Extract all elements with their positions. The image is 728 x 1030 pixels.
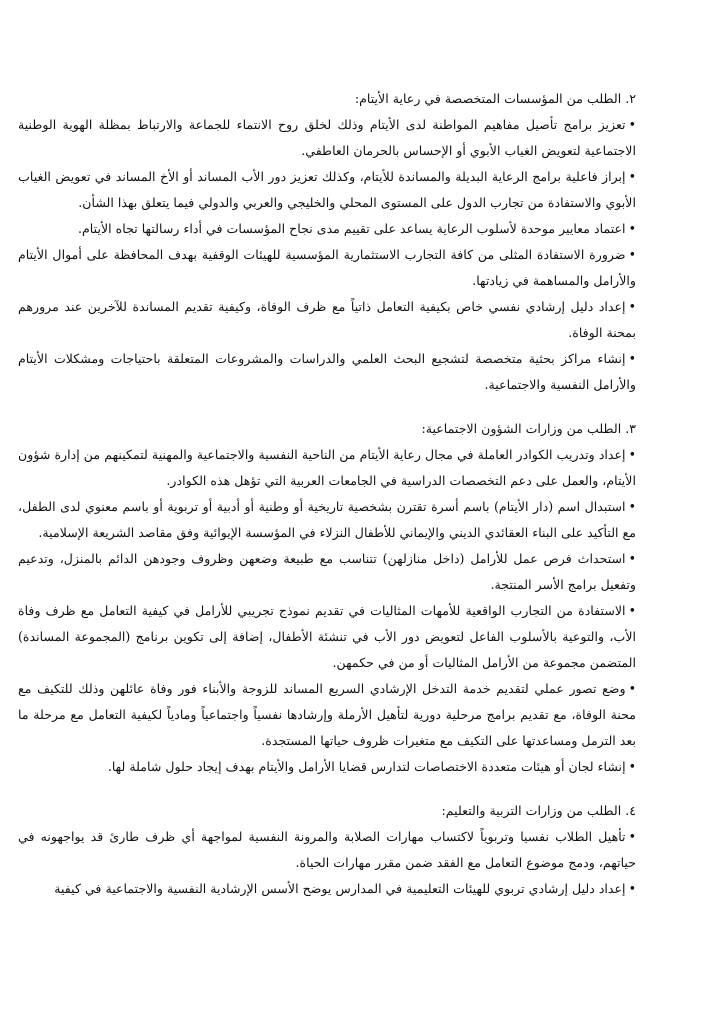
bullet-icon: • xyxy=(628,681,636,696)
bullet-item xyxy=(18,546,636,598)
section-heading: ٢. الطلب من المؤسسات المتخصصة في رعاية الأيتام: xyxy=(354,91,636,106)
bullet-text: اعتماد معايير موحدة لأسلوب الرعاية يساعد على تقييم مدى نجاح المؤسسات في أداء رسالتها تجاه الأيتام. xyxy=(78,221,626,236)
bullet-text: إنشاء لجان أو هيئات متعددة الاختصاصات لتدارس قضايا الأرامل والأيتام بهدف إيجاد حلول شاملة لها. xyxy=(107,759,626,774)
bullet-text: إعداد دليل إرشادي تربوي للهيئات التعليمية في المدارس يوضح الأسس الإرشادية النفسية والاجتماعية في كيفية xyxy=(54,881,626,896)
section-heading: ٤. الطلب من وزارات التربية والتعليم: xyxy=(441,803,636,818)
bullet-icon: • xyxy=(628,221,636,236)
bullet-text: ضرورة الاستفادة المثلى من كافة التجارب الاستثمارية المؤسسية للهيئات الوقفية بهدف المحافظة على أموال الأيتام والأرامل والمساهمة في زيادتها. xyxy=(18,247,636,288)
bullet-icon: • xyxy=(628,117,636,132)
bullet-item xyxy=(18,112,636,164)
bullet-item xyxy=(18,164,636,216)
bullet-icon: • xyxy=(628,551,636,566)
bullet-item xyxy=(18,242,636,294)
bullet-text: وضع تصور عملي لتقديم خدمة التدخل الإرشادي السريع المساند للزوجة والأبناء فور وفاة عائلهن وذلك للتكيف مع محنة الوفاة، مع تقديم برامج مرحلية دورية لتأهيل الأرملة وإرشادها نفسياً واجتماعياً ومادياً لكيفية التعامل مع مرحلة ما بعد الترمل ومساعدتها على التكيف مع متغيرات ظروف حياتها المستجدة. xyxy=(18,681,636,748)
bullet-icon: • xyxy=(628,299,636,314)
bullet-item xyxy=(18,876,636,902)
document-page xyxy=(18,86,636,920)
bullet-item xyxy=(18,294,636,346)
bullet-item xyxy=(18,442,636,494)
bullet-item xyxy=(18,494,636,546)
bullet-item xyxy=(18,676,636,754)
section-education xyxy=(18,798,636,902)
bullet-text: استبدال اسم (دار الأيتام) باسم أسرة تقترن بشخصية تاريخية أو وطنية أو أدبية أو تربوية أو باسم معنوي لدى الطفل، مع التأكيد على البناء العقائدي الديني والإيماني للأطفال النزلاء في المؤسسة الإيوائية وفق مقاصد الشريعة الإسلامية. xyxy=(18,499,636,540)
bullet-icon: • xyxy=(628,881,636,896)
bullet-text: تعزيز برامج تأصيل مفاهيم المواطنة لدى الأيتام وذلك لخلق روح الانتماء للجماعة والارتباط بمظلة الهوية الوطنية الاجتماعية لتعويض الغياب الأبوي أو الإحساس بالحرمان العاطفي. xyxy=(18,117,636,158)
bullet-text: الاستفادة من التجارب الواقعية للأمهات المثاليات في تقديم نموذج تجريبي للأرامل في كيفية التعامل مع ظرف وفاة الأب، والتوعية بالأسلوب الفاعل لتعويض دور الأب في تنشئة الأطفال، إضافة إلى تكوين برنامج (المجموعة المساندة) المتضمن مجموعة من الأرامل المثاليات أو من في حكمهن. xyxy=(18,603,636,670)
bullet-icon: • xyxy=(628,247,636,262)
section-heading: ٣. الطلب من وزارات الشؤون الاجتماعية: xyxy=(421,421,636,436)
bullet-text: إبراز فاعلية برامج الرعاية البديلة والمساندة للأيتام، وكذلك تعزيز دور الأب المساند أو الأخ المساند في تعويض الغياب الأبوي والاستفادة من تجارب الدول على المستوى المحلي والخليجي والعربي والدولي فيما يتعلق بهذا الشأن. xyxy=(18,169,636,210)
bullet-item xyxy=(18,824,636,876)
bullet-text: إعداد وتدريب الكوادر العاملة في مجال رعاية الأيتام من الناحية النفسية والاجتماعية والمهنية لتمكينهم من إدارة شؤون الأيتام، والعمل على دعم التخصصات الدراسية في الجامعات العربية التي تؤهل هذه الكوادر. xyxy=(18,447,636,488)
bullet-icon: • xyxy=(628,169,636,184)
bullet-item xyxy=(18,346,636,398)
bullet-icon: • xyxy=(628,447,636,462)
bullet-icon: • xyxy=(628,499,636,514)
bullet-icon: • xyxy=(628,603,636,618)
bullet-item xyxy=(18,216,636,242)
section-institutions xyxy=(18,86,636,398)
bullet-text: إعداد دليل إرشادي نفسي خاص بكيفية التعامل ذاتياً مع ظرف الوفاة، وكيفية تقديم المساندة للآخرين عند مرورهم بمحنة الوفاة. xyxy=(18,299,636,340)
bullet-text: استحداث فرص عمل للأرامل (داخل منازلهن) تتناسب مع طبيعة وضعهن وظروف وجودهن الدائم بالمنزل، وتدعيم وتفعيل برامج الأسر المنتجة. xyxy=(18,551,636,592)
bullet-icon: • xyxy=(628,351,636,366)
section-social-affairs xyxy=(18,416,636,780)
bullet-icon: • xyxy=(628,759,636,774)
bullet-text: تأهيل الطلاب نفسيا وتربوياً لاكتساب مهارات الصلابة والمرونة النفسية لمواجهة أي ظرف طارئ قد يواجهونه في حياتهم، ودمج موضوع التعامل مع الفقد ضمن مقرر مهارات الحياة. xyxy=(18,829,636,870)
bullet-item xyxy=(18,598,636,676)
bullet-icon: • xyxy=(628,829,636,844)
bullet-item xyxy=(18,754,636,780)
bullet-text: إنشاء مراكز بحثية متخصصة لتشجيع البحث العلمي والدراسات والمشروعات المتعلقة باحتياجات ومشكلات الأيتام والأرامل النفسية والاجتماعية. xyxy=(18,351,636,392)
